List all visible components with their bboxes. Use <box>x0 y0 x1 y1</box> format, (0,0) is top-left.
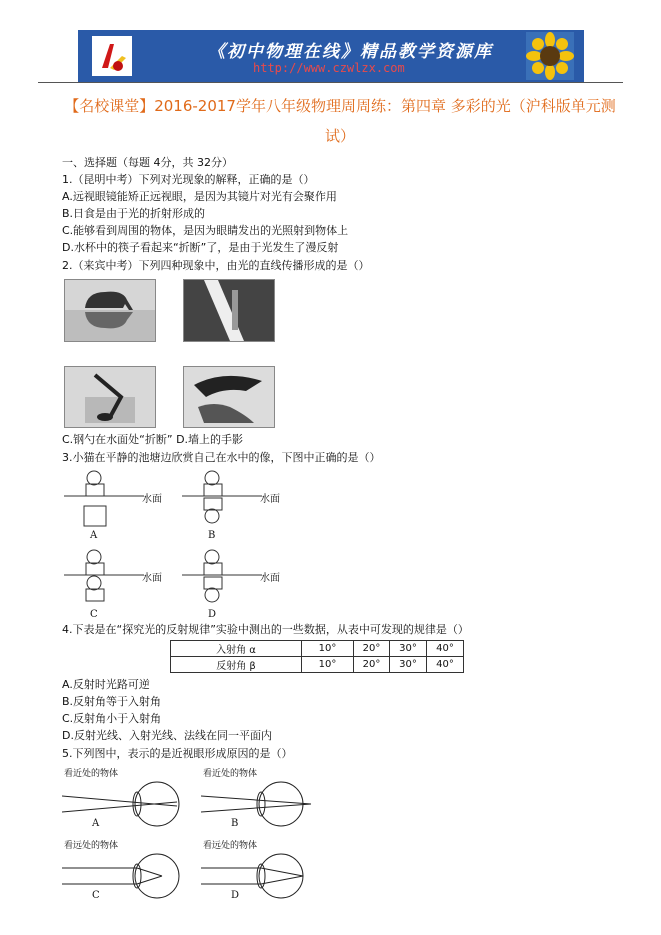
table-cell: 40° <box>427 641 464 657</box>
eye-diagram-icon <box>201 780 341 830</box>
q5-label-d: D <box>231 890 240 901</box>
q2-stem: 2.（来宾中考）下列四种现象中，由光的直线传播形成的是（） <box>62 259 370 272</box>
q2-photo-spoon <box>64 366 156 428</box>
q3-water-label-a: 水面 <box>142 494 162 505</box>
header-banner <box>78 30 584 82</box>
q2-photo-elephant <box>64 279 156 342</box>
q1-option-c: C.能够看到周围的物体，是因为眼睛发出的光照射到物体上 <box>62 224 349 237</box>
q4-option-b: B.反射角等于入射角 <box>62 695 162 708</box>
table-row <box>171 657 464 673</box>
q5-stem: 5.下列图中，表示的是近视眼形成原因的是（） <box>62 747 293 760</box>
q1-option-a: A.远视眼镜能矫正远视眼，是因为其镜片对光有会聚作用 <box>62 190 337 203</box>
header-divider <box>38 82 623 83</box>
sunflower-icon <box>526 32 574 80</box>
q5-figure-a <box>62 766 202 832</box>
q3-label-d: D <box>208 609 217 620</box>
q3-figure-b <box>182 466 292 541</box>
table-cell: 30° <box>390 657 427 673</box>
q3-stem: 3.小猫在平静的池塘边欣赏自己在水中的像，下图中正确的是（） <box>62 451 381 464</box>
q3-figure-c <box>64 545 174 620</box>
q2-photo-hand-shadow <box>183 366 275 428</box>
q5-object-label-a: 看近处的物体 <box>64 769 119 779</box>
table-cell: 40° <box>427 657 464 673</box>
table-cell: 20° <box>354 641 390 657</box>
table-cell: 30° <box>390 641 427 657</box>
banner-url: http://www.czwlzx.com <box>253 61 405 75</box>
reflection-angle-table <box>170 640 464 673</box>
section-heading: 一、选择题（每题 4分，共 32分） <box>62 156 233 169</box>
q2-photo-light-beam <box>183 279 275 342</box>
eye-diagram-icon <box>62 852 202 902</box>
q5-object-label-b: 看近处的物体 <box>203 769 258 779</box>
q1-option-b: B.日食是由于光的折射形成的 <box>62 207 206 220</box>
q4-option-a: A.反射时光路可逆 <box>62 678 150 691</box>
q1-option-d: D.水杯中的筷子看起来“折断”了，是由于光发生了漫反射 <box>62 241 339 254</box>
q5-figure-b <box>201 766 341 832</box>
q4-option-c: C.反射角小于入射角 <box>62 712 162 725</box>
q5-object-label-c: 看远处的物体 <box>64 841 119 851</box>
table-row-label: 入射角 α <box>171 641 302 657</box>
q5-label-a: A <box>92 818 100 829</box>
elephant-reflection-icon <box>65 280 155 341</box>
q5-figure-c <box>62 838 202 904</box>
table-cell: 20° <box>354 657 390 673</box>
table-row <box>171 641 464 657</box>
q5-figure-d <box>201 838 341 904</box>
eye-diagram-icon <box>201 852 341 902</box>
q3-figure-a <box>64 466 174 541</box>
q3-water-label-b: 水面 <box>260 494 280 505</box>
table-cell: 10° <box>302 657 354 673</box>
spoon-in-water-icon <box>65 367 155 427</box>
light-beam-icon <box>184 280 274 341</box>
q5-label-c: C <box>92 890 100 901</box>
q3-water-label-c: 水面 <box>142 573 162 584</box>
table-row-label: 反射角 β <box>171 657 302 673</box>
eye-diagram-icon <box>62 780 202 830</box>
q3-water-label-d: 水面 <box>260 573 280 584</box>
q4-option-d: D.反射光线、入射光线、法线在同一平面内 <box>62 729 272 742</box>
q5-label-b: B <box>231 818 239 829</box>
q3-label-c: C <box>90 609 98 620</box>
q2-options-cd: C.钢勺在水面处“折断” D.墙上的手影 <box>62 433 244 446</box>
q3-figure-d <box>182 545 292 620</box>
q3-label-a: A <box>90 530 98 541</box>
hand-shadow-icon <box>184 367 274 427</box>
q4-stem: 4.下表是在“探究光的反射规律”实验中测出的一些数据，从表中可发现的规律是（） <box>62 623 469 636</box>
q3-label-b: B <box>208 530 216 541</box>
q5-object-label-d: 看远处的物体 <box>203 841 258 851</box>
table-cell: 10° <box>302 641 354 657</box>
page-title: 【名校课堂】2016-2017学年八年级物理周周练：第四章 多彩的光（沪科版单元测试） <box>64 97 616 145</box>
q1-stem: 1.（昆明中考）下列对光现象的解释，正确的是（） <box>62 173 315 186</box>
site-logo-icon <box>92 36 132 76</box>
banner-title: 《初中物理在线》精品教学资源库 <box>208 42 493 62</box>
